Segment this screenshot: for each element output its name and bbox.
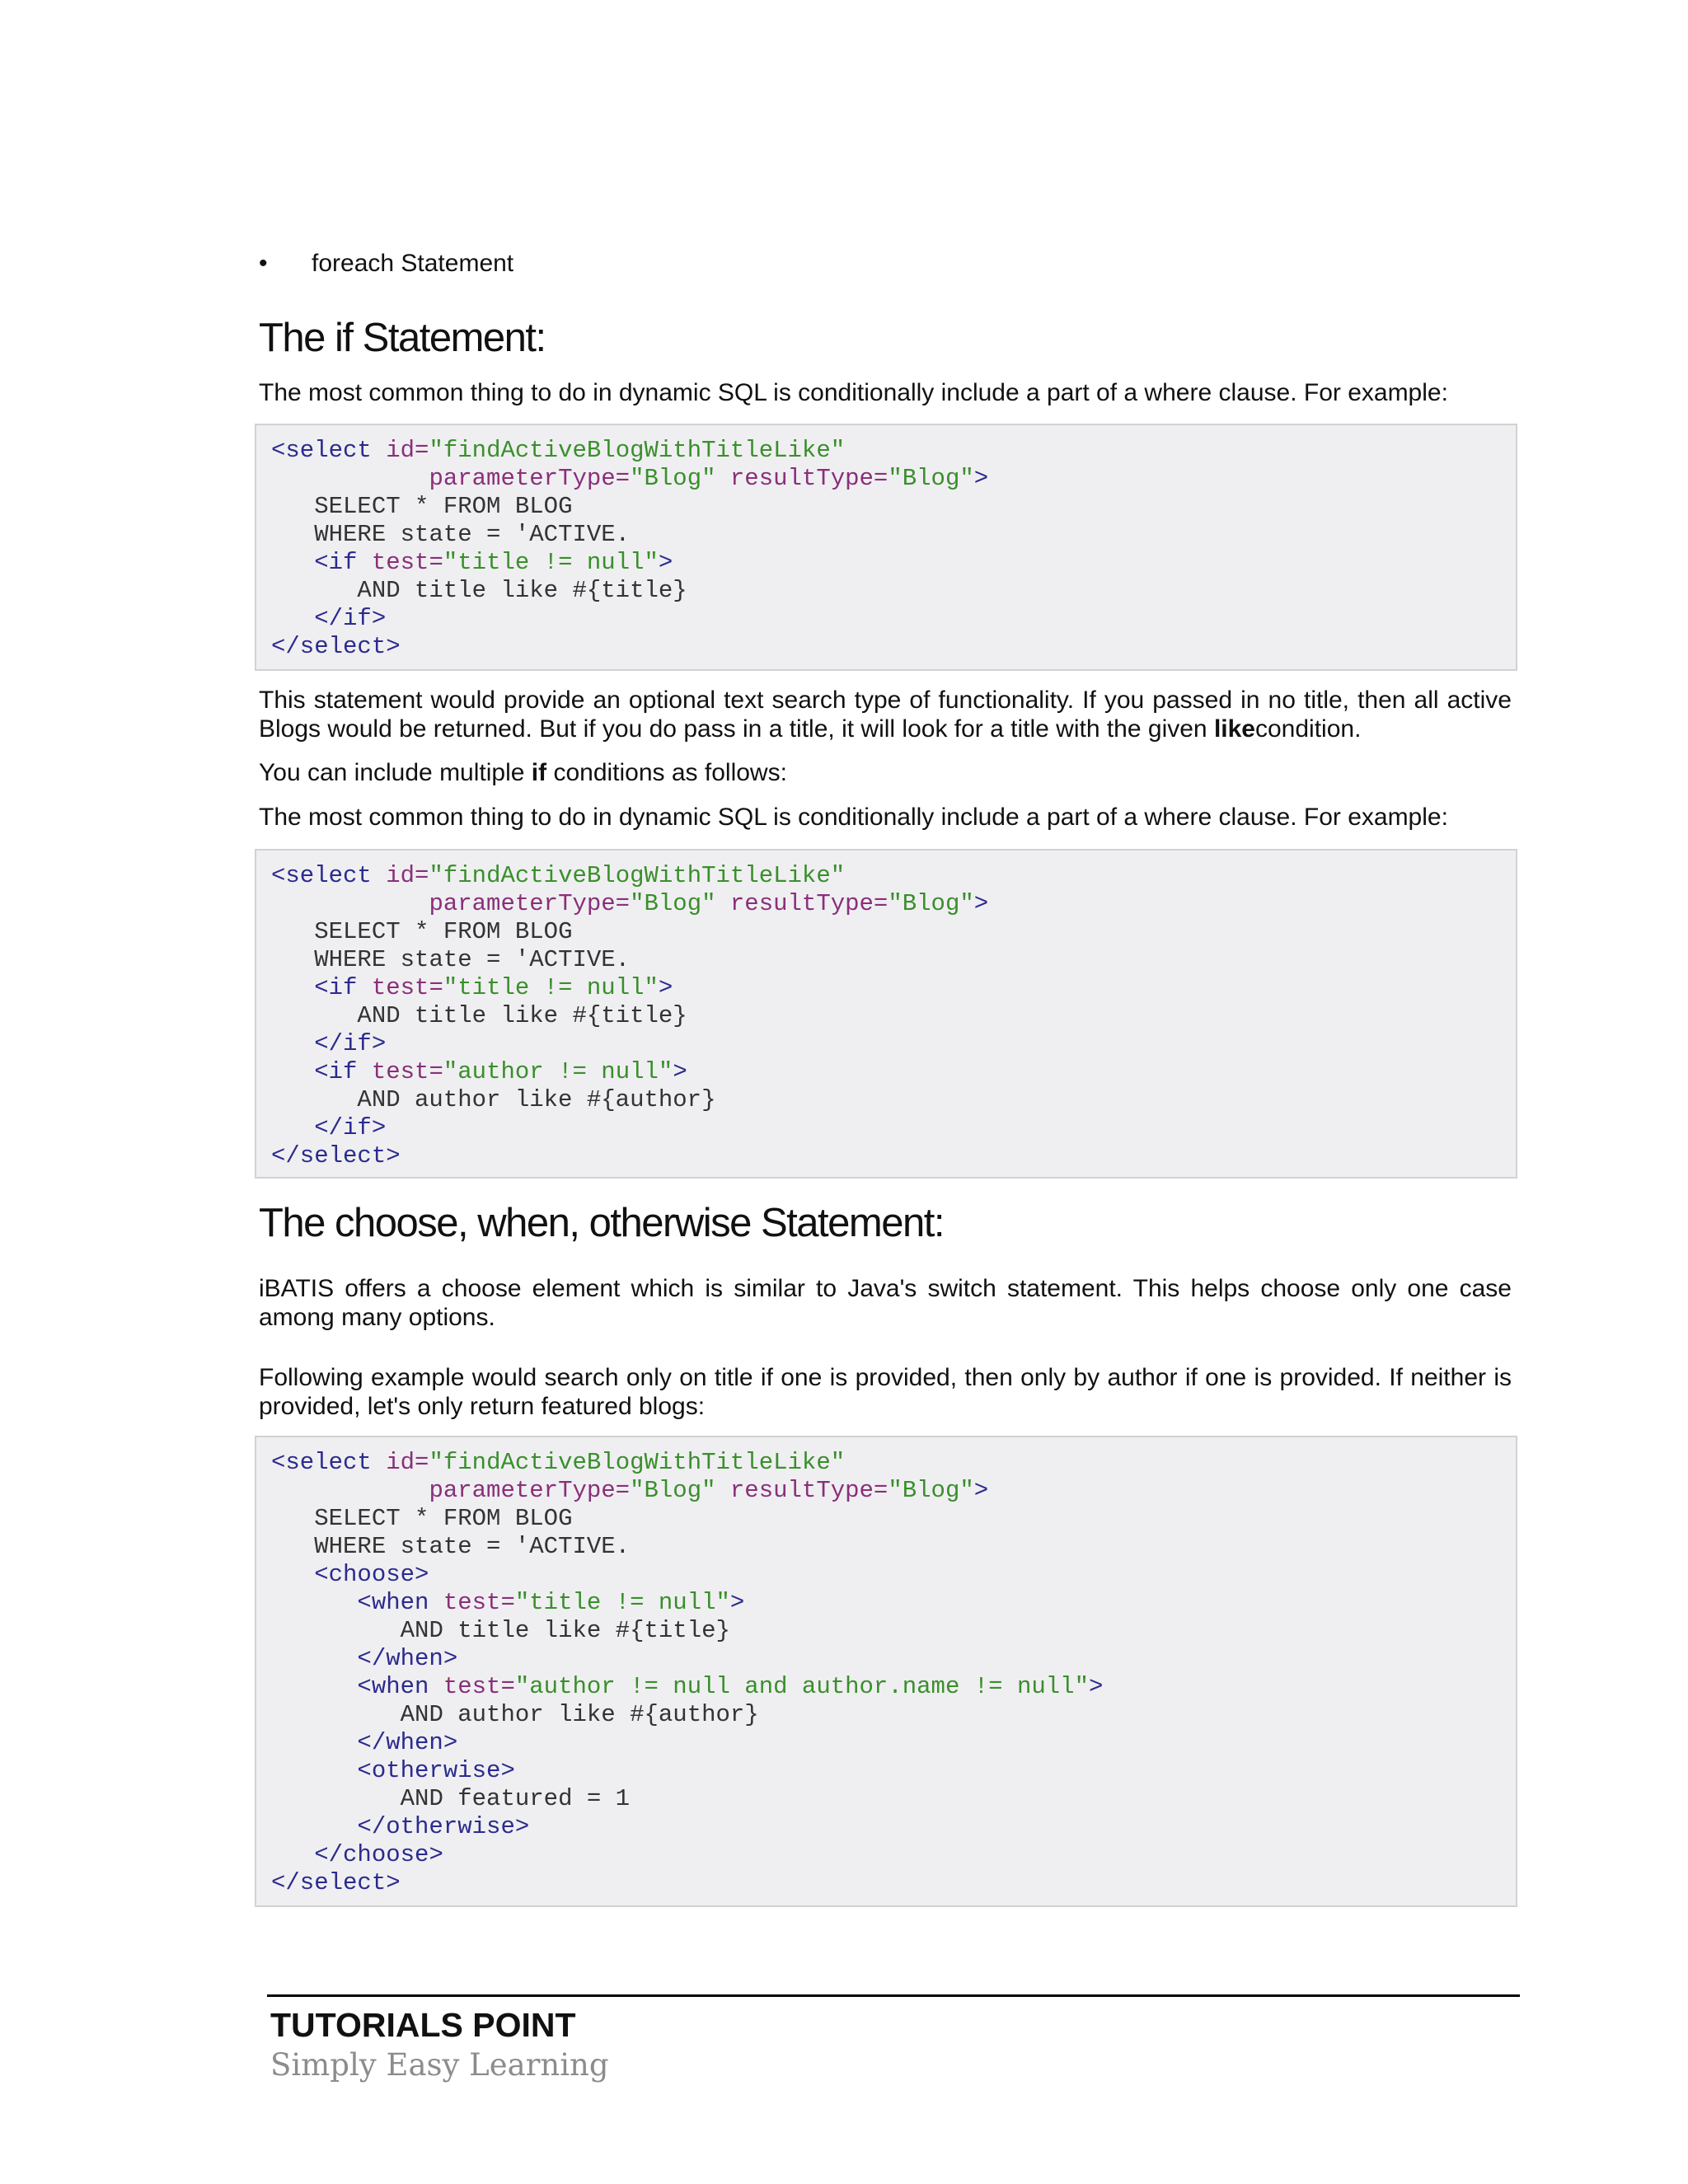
footer-divider [267, 1994, 1520, 1997]
code-block-if [255, 424, 1517, 671]
code-block-multiple-if [255, 849, 1517, 1179]
code-listing: <select id="findActiveBlogWithTitleLike" parameterType="Blog" resultType="Blog"> SELECT * FROM BLOG WHERE state = 'ACTIVE. <if test="title != null"> AND title like #{title} </if> <if test="author != null"> AND author like #{author} </if> </select> [271, 862, 989, 1169]
multiple-if-paragraph: You can include multiple if conditions as follows: [259, 759, 787, 786]
choose-intro-paragraph: iBATIS offers a choose element which is similar to Java's switch statement. This helps choose only one case among many options. [259, 1275, 1512, 1331]
heading-if-statement: The if Statement: [259, 316, 546, 360]
footer-brand: TUTORIALS POINT [270, 2006, 576, 2044]
code-listing: <select id="findActiveBlogWithTitleLike" parameterType="Blog" resultType="Blog"> SELECT * FROM BLOG WHERE state = 'ACTIVE. <choose> <when test="title != null"> AND title like #{title} </when> <when test="author != null and author.name != null"> AND author like #{author} </when> <otherwise> AND featured = 1 </otherwise> </choose> </select> [271, 1449, 1104, 1896]
heading-choose-statement: The choose, when, otherwise Statement: [259, 1201, 944, 1245]
if-intro-paragraph: The most common thing to do in dynamic SQL is conditionally include a part of a where clause. For example: [259, 379, 1448, 406]
code-block-choose [255, 1436, 1517, 1907]
choose-example-paragraph: Following example would search only on title if one is provided, then only by author if one is provided. If neither is provided, let's only return featured blogs: [259, 1364, 1512, 1420]
bullet-icon: • [259, 250, 268, 277]
bullet-list-item [259, 247, 513, 280]
code-listing: <select id="findActiveBlogWithTitleLike" parameterType="Blog" resultType="Blog"> SELECT * FROM BLOG WHERE state = 'ACTIVE. <if test="title != null"> AND title like #{title} </if> </select> [271, 437, 989, 660]
if-intro-paragraph-2: The most common thing to do in dynamic SQL is conditionally include a part of a where clause. For example: [259, 804, 1448, 831]
footer-tagline: Simply Easy Learning [270, 2047, 609, 2083]
if-description-paragraph: This statement would provide an optional text search type of functionality. If you passed in no title, then all active Blogs would be returned. But if you do pass in a title, it will look for a title with the given likecondition. [259, 687, 1512, 743]
bullet-text: foreach Statement [312, 250, 514, 277]
